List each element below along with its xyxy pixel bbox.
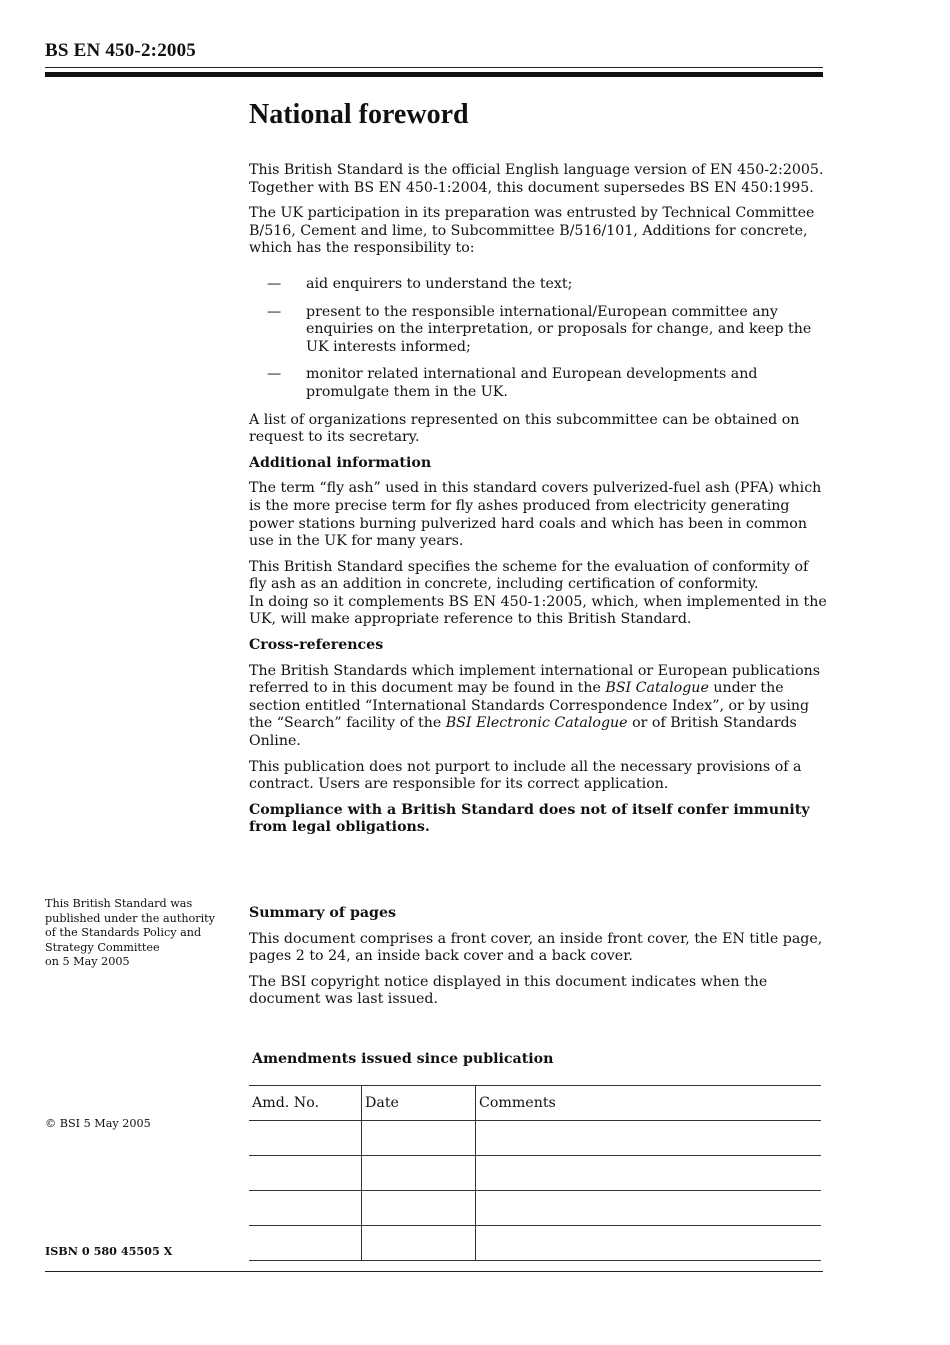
cross-references-heading: Cross-references [249,637,384,654]
table-cell [476,1156,822,1191]
document-id: BS EN 450-2:2005 [45,40,196,61]
table-cell [362,1156,476,1191]
bsi-electronic-catalogue-title: BSI Electronic Catalogue [445,715,628,732]
dash-bullet: — [267,366,282,383]
cross-references-paragraph-2: This publication does not purport to include all the necessary provisions of a contract. Users are responsible for its correct application. [249,758,802,793]
copyright-notice: © BSI 5 May 2005 [45,1117,151,1130]
amendments-heading: Amendments issued since publication [252,1051,554,1067]
bsi-catalogue-title: BSI Catalogue [605,680,709,697]
isbn: ISBN 0 580 45505 X [45,1244,173,1258]
cross-references-paragraph-1 [249,663,827,751]
summary-heading: Summary of pages [249,905,396,921]
table-cell [476,1121,822,1156]
header-rule-thin [45,67,823,68]
cross-ref-text-a: The British Standards which implement international or European publications referred to in this document may be found in the [249,662,821,697]
table-cell [249,1226,362,1261]
table-cell [249,1191,362,1226]
list-item-text: present to the responsible international/European committee any enquiries on the interpretation, or proposals for change, and keep the UK interests informed; [306,303,812,355]
intro-paragraph-2: The UK participation in its preparation was entrusted by Technical Committee B/516, Cement and lime, to Subcommittee B/516/101, Additions for concrete, which has the responsibility to: [249,205,815,257]
summary-paragraph-2: The BSI copyright notice displayed in this document indicates when the document was last issued. [249,973,768,1008]
table-cell [249,1156,362,1191]
authority-line-5: on 5 May 2005 [45,955,130,969]
authority-line-1: This British Standard was [45,897,193,910]
table-cell [476,1191,822,1226]
publication-authority-note [45,897,230,970]
column-amd-no: Amd. No. [249,1086,362,1121]
page-title: National foreword [249,99,469,130]
dash-bullet: — [267,275,282,292]
additional-information-paragraph-1: The term “fly ash” used in this standard covers pulverized-fuel ash (PFA) which is the more precise term for fly ashes produced from electricity generating power stations burning pulverized hard coals and which has been in common use in the UK for many years. [249,480,822,550]
table-cell [249,1121,362,1156]
table-row [249,1121,821,1156]
dash-bullet: — [267,303,282,320]
header-rule-thick [45,72,823,77]
table-cell [362,1191,476,1226]
intro-paragraph-1: This British Standard is the official English language version of EN 450-2:2005. Together with BS EN 450-1:2004, this document supersedes BS EN 450:1995. [249,162,824,196]
summary-of-pages [249,905,827,1017]
list-item [249,276,827,294]
amendments-table [249,1085,821,1261]
table-cell [362,1226,476,1261]
column-date: Date [362,1086,476,1121]
complements-sentence: In doing so it complements BS EN 450-1:2005, which, when implemented in the UK, will make appropriate reference to this British Standard. [249,593,827,628]
scheme-sentence: This British Standard specifies the scheme for the evaluation of conformity of fly ash as an addition in concrete, including certification of conformity. [249,558,809,593]
table-header-row [249,1086,821,1121]
foreword-body [249,162,827,845]
table-row [249,1226,821,1261]
authority-line-2: published under the authority [45,911,215,925]
cross-ref-text-c: under the section entitled “International Standards Correspondence Index”, or by using the “Search” facility of the [249,680,810,732]
table-row [249,1191,821,1226]
list-item [249,304,827,357]
responsibility-list [249,276,827,402]
footer-rule [45,1271,823,1272]
authority-line-4: Strategy Committee [45,940,160,954]
table-cell [476,1226,822,1261]
additional-information-paragraph-2 [249,559,827,629]
list-item [249,366,827,401]
authority-line-3: of the Standards Policy and [45,926,202,940]
compliance-statement: Compliance with a British Standard does not of itself confer immunity from legal obligations. [249,801,810,836]
list-item-text: monitor related international and European developments and promulgate them in the UK. [306,366,758,400]
additional-information-heading: Additional information [249,454,432,471]
organizations-paragraph: A list of organizations represented on this subcommittee can be obtained on request to its secretary. [249,411,800,446]
table-cell [362,1121,476,1156]
list-item-text: aid enquirers to understand the text; [306,275,573,292]
cross-ref-text-e: or of British Standards Online. [249,715,797,750]
summary-paragraph-1: This document comprises a front cover, an inside front cover, the EN title page, pages 2 to 24, an inside back cover and a back cover. [249,930,823,965]
column-comments: Comments [476,1086,822,1121]
table-row [249,1156,821,1191]
